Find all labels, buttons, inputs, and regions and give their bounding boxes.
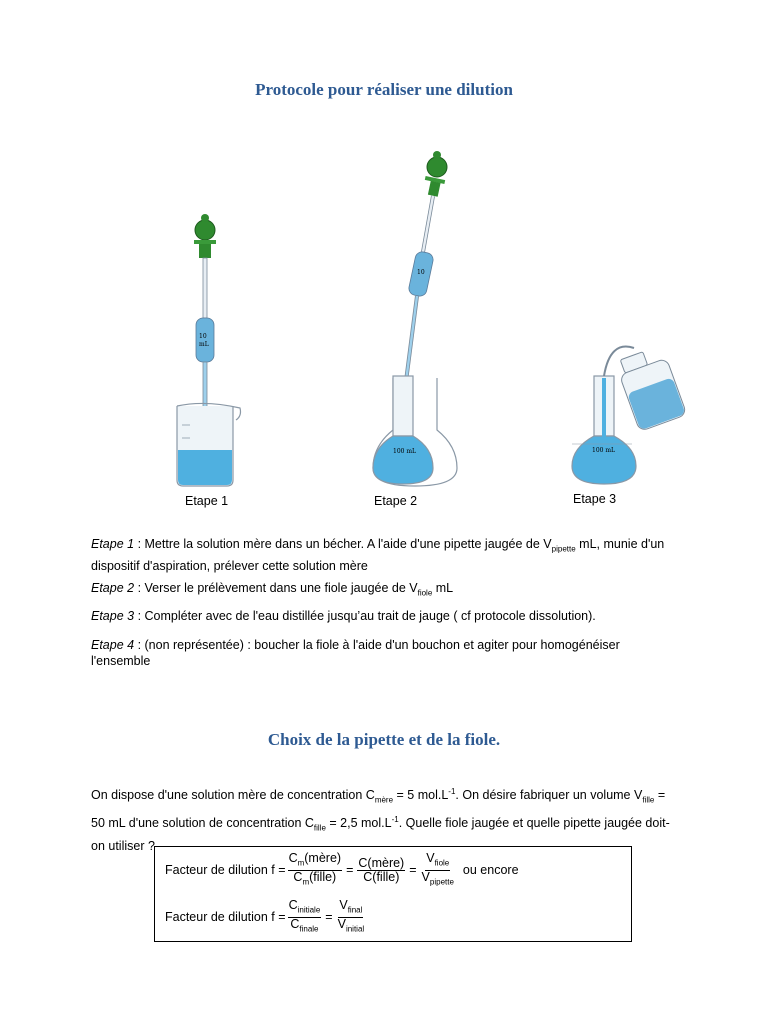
fraction-c: $\frac{\text{C(mère)}}{\text{C(fille)}}$ xyxy=(358,855,405,884)
pipette2-label: 10 xyxy=(417,269,425,276)
formula-line-2: Facteur de dilution f = $\frac{C_{initiale}}{C_{finale}}$ = $\frac{V_{final}}{V_{initial}}$ xyxy=(165,898,365,933)
fraction-cm: $\frac{C_m(mère)}{C_m(fille)}$ xyxy=(288,851,342,886)
fraction-vfinal: $\frac{V_{final}}{V_{initial}}$ xyxy=(337,898,365,933)
step-1-text: Etape 1 : Mettre la solution mère dans un bécher. A l'aide d'une pipette jaugée de $V_{pipette}$ mL, munie d'un dispositif d'aspiration, prélever cette solution mère xyxy=(91,537,665,573)
fraction-v: $\frac{V_{fiole}}{V_{pipette}}$ xyxy=(421,851,454,886)
step-4-label: Etape 4 xyxy=(91,638,135,652)
step-2-label: Etape 2 xyxy=(91,581,135,595)
figure-step1-beaker-pipette xyxy=(170,210,250,490)
flask2-label: 100 mL xyxy=(393,448,417,455)
flask3-label: 100 mL xyxy=(592,447,616,454)
step-3-text: Etape 3 : Compléter avec de l'eau distillée jusqu’au trait de jauge ( cf protocole dissolution). xyxy=(91,609,596,623)
caption-etape1: Etape 1 xyxy=(185,494,229,508)
caption-etape2: Etape 2 xyxy=(374,494,418,508)
figure-step3-flask-washbottle xyxy=(566,338,696,488)
step-3-label: Etape 3 xyxy=(91,609,135,623)
caption-etape3: Etape 3 xyxy=(573,492,617,506)
section-title-dilution: Protocole pour réaliser une dilution xyxy=(255,80,513,99)
fraction-cinit: $\frac{C_{initiale}}{C_{finale}}$ xyxy=(288,898,321,933)
figure-step2-flask-pipette xyxy=(365,150,465,490)
problem-statement: On dispose d'une solution mère de concentration $C_{mère} = 5$ $mol.L^{-1}$. On désire fabriquer un volume $V_{fille} = 50$ mL d'une solution de concentration $C_{fille} = 2,5$ $mol.L^{-1}$. Quelle fiole jaugée et quelle pipette jaugée doit-on utiliser ? xyxy=(91,787,670,854)
step-4-text: Etape 4 : (non représentée) : boucher la fiole à l'aide d'un bouchon et agiter pour homogénéiser l'ensemble xyxy=(91,638,620,668)
step-1-label: Etape 1 xyxy=(91,537,135,551)
section-title-choix: Choix de la pipette et de la fiole. xyxy=(267,730,501,749)
pipette1-label-a: 10 xyxy=(199,333,207,340)
step-2-text: Etape 2 : Verser le prélèvement dans une fiole jaugée de $V_{fiole}$ mL xyxy=(91,581,454,598)
formula-line-1: Facteur de dilution f = $\frac{C_m(mère)}{C_m(fille)}$ = $\frac{\text{C(mère)}}{\text{C(fille)}}$ = $\frac{V_{fiole}}{V_{pipette}}$ ou encore xyxy=(165,851,519,886)
pipette1-label-b: mL xyxy=(199,341,209,348)
